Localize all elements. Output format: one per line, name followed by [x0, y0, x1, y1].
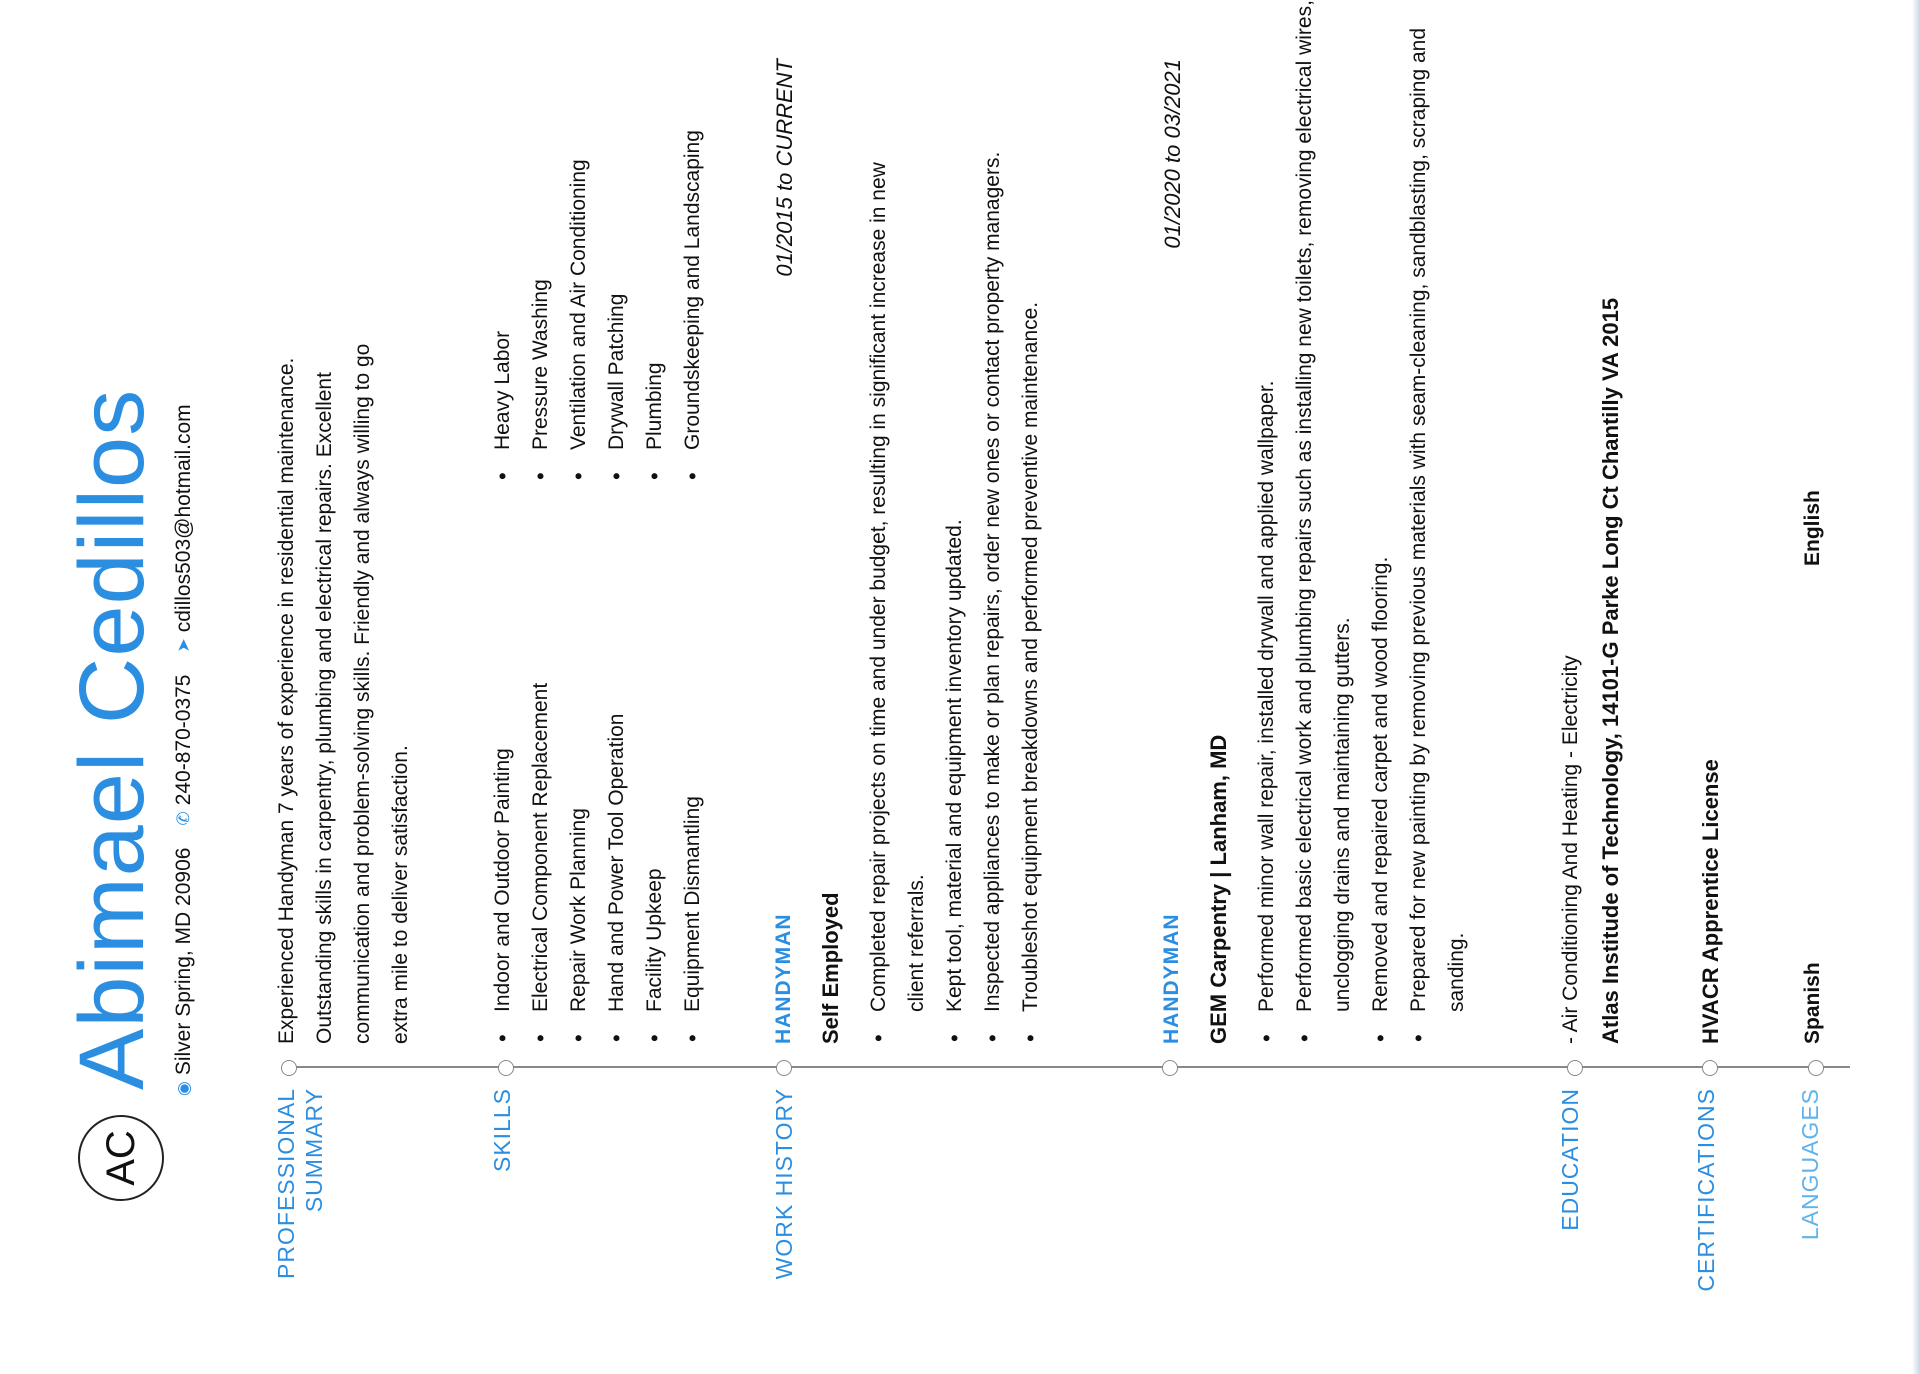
language-item: English [1801, 490, 1824, 566]
contact-row [172, 404, 196, 1096]
monogram-text: AC [98, 1130, 143, 1186]
skill-item: • Hand and Power Tool Operation [598, 642, 636, 1012]
section-title-skills: SKILLS [489, 1088, 515, 1172]
contact-email[interactable]: cdillos503@hotmail.com [172, 404, 195, 633]
skill-item: • Heavy Labor [484, 80, 522, 450]
job-bullet: • Kept tool, material and equipment inventory updated. [936, 142, 974, 1012]
skill-item: • Ventilation and Air Conditioning [560, 80, 598, 450]
timeline-dot-work-2 [1162, 1060, 1178, 1076]
location-pin-icon: ◉ [174, 1081, 193, 1096]
language-item: Spanish [1801, 962, 1824, 1044]
job-title: HANDYMAN [772, 913, 795, 1044]
job-bullet: • Inspected appliances to make or plan repairs, order new ones or contact property managers. [974, 142, 1012, 1012]
job-bullet: • Prepared for new painting by removing previous materials with seam-cleaning, sandblasting, scraping and sanding. [1400, 0, 1476, 1012]
summary-line: communication and problem-solving skills. Friendly and always willing to go [351, 343, 374, 1044]
skill-item: • Groundskeeping and Landscaping [674, 80, 712, 450]
job-bullet: • Troubleshot equipment breakdowns and performed preventive maintenance. [1012, 142, 1050, 1012]
job-bullet: • Performed minor wall repair, installed drywall and applied wallpaper. [1248, 0, 1286, 1012]
phone-icon: ✆ [174, 811, 193, 826]
job-dates: 01/2020 to 03/2021 [1160, 59, 1185, 249]
timeline-dot-languages [1808, 1060, 1824, 1076]
monogram-badge [78, 1115, 164, 1201]
skill-item: • Equipment Dismantling [674, 642, 712, 1012]
timeline-line [290, 1066, 1850, 1068]
job-bullet: • Performed basic electrical work and plumbing repairs such as installing new toilets, removing electrical wires, unclogging drains and maintaining gutters. [1286, 0, 1362, 1012]
section-title-work: WORK HISTORY [771, 1088, 797, 1280]
timeline-dot-skills [498, 1060, 514, 1076]
summary-title-line2: SUMMARY [301, 1088, 327, 1213]
summary-line: Experienced Handyman 7 years of experience in residential maintenance. [275, 357, 298, 1044]
timeline-dot-education [1567, 1060, 1583, 1076]
scan-page-edge [1912, 0, 1920, 1374]
job-bullet: • Completed repair projects on time and under budget, resulting in significant increase in new client referrals. [860, 142, 936, 1012]
section-title-summary [272, 1088, 328, 1314]
skills-list-left [484, 642, 712, 1044]
summary-line: Outstanding skills in carpentry, plumbing and electrical repairs. Excellent [313, 372, 336, 1044]
skill-item: • Indoor and Outdoor Painting [484, 642, 522, 1012]
skill-item: • Facility Upkeep [636, 642, 674, 1012]
contact-phone: 240-870-0375 [172, 674, 195, 806]
timeline-dot-work [776, 1060, 792, 1076]
summary-line: extra mile to deliver satisfaction. [389, 745, 412, 1044]
education-school: Atlas Institude of Technology, 14101-G Parke Long Ct Chantilly VA 2015 [1598, 297, 1623, 1044]
skill-item: • Repair Work Planning [560, 642, 598, 1012]
job-company: Self Employed [818, 892, 843, 1044]
section-title-certifications: CERTIFICATIONS [1693, 1088, 1719, 1292]
job-dates: 01/2015 to CURRENT [772, 59, 797, 277]
summary-title-line1: PROFESSIONAL [273, 1088, 299, 1279]
timeline-dot-summary [281, 1060, 297, 1076]
job-bullet: • Removed and repaired carpet and wood flooring. [1362, 0, 1400, 1012]
certification-item: HVACR Apprentice License [1698, 759, 1723, 1044]
job-title: HANDYMAN [1160, 913, 1183, 1044]
job-bullets [1248, 0, 1476, 1044]
skill-item: • Pressure Washing [522, 80, 560, 450]
skill-item: • Electrical Component Replacement [522, 642, 560, 1012]
skill-item: • Plumbing [636, 80, 674, 450]
section-title-education: EDUCATION [1557, 1088, 1583, 1231]
skills-list-right [484, 80, 712, 482]
email-icon: ➤ [174, 638, 193, 653]
job-bullets [860, 142, 1050, 1044]
education-program: - Air Conditioning And Heating - Electricity [1559, 655, 1582, 1044]
summary-text [268, 344, 420, 1044]
timeline-dot-certifications [1702, 1060, 1718, 1076]
job-company: GEM Carpentry | Lanham, MD [1206, 734, 1231, 1044]
skill-item: • Drywall Patching [598, 80, 636, 450]
candidate-name: Abimael Cedillos [61, 388, 163, 1090]
section-title-languages: LANGUAGES [1797, 1088, 1823, 1241]
contact-location: Silver Spring, MD 20906 [172, 847, 195, 1076]
